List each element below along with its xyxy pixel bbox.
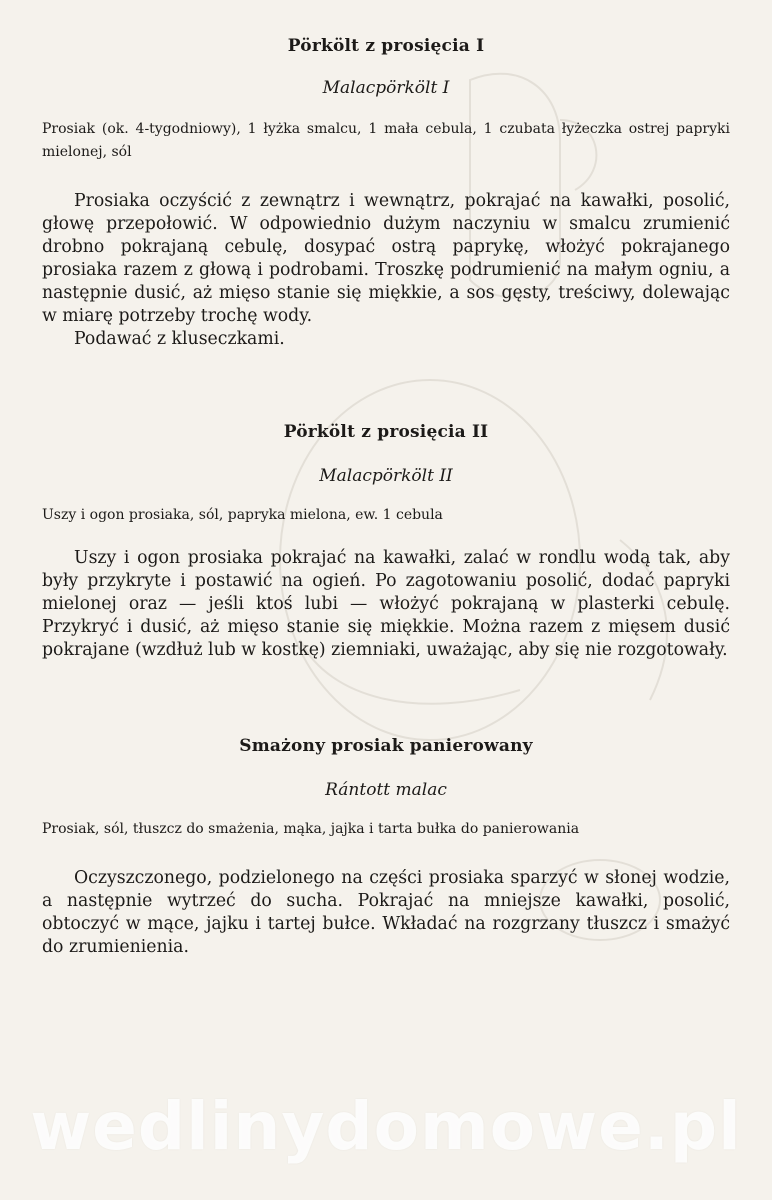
ingredients-list: Uszy i ogon prosiaka, sól, papryka mielona, ew. 1 cebula	[42, 507, 443, 523]
recipe-3	[0, 736, 772, 959]
recipe-subtitle: Malacpörkölt II	[319, 466, 453, 486]
ingredients-list: Prosiak, sól, tłuszcz do smażenia, mąka, jajka i tarta bułka do panierowania	[42, 821, 580, 837]
serving-note: Podawać z kluseczkami.	[74, 329, 285, 349]
watermark-text: wedlinydomowe.pl	[30, 1088, 742, 1165]
instructions-paragraph: Prosiaka oczyścić z zewnątrz i wewnątrz, pokrajać na kawałki, posolić, głowę przepołowić. W odpowiednio dużym naczyniu w smalcu zrumienić drobno pokrajaną cebulę, dosypać ostrą paprykę, włożyć pokrajanego prosiaka razem z głową i podrobami. Troszkę podrumienić na małym ogniu, a następnie dusić, aż mięso stanie się miękkie, a sos gęsty, treściwy, dolewając w miarę potrzeby trochę wody.	[42, 191, 730, 326]
recipe-2	[0, 422, 772, 662]
recipe-subtitle: Malacpörkölt I	[322, 78, 450, 98]
recipe-title: Pörkölt z prosięcia II	[283, 422, 489, 442]
instructions-paragraph: Uszy i ogon prosiaka pokrajać na kawałki, zalać w rondlu wodą tak, aby były przykryte i postawić na ogień. Po zagotowaniu posolić, dodać papryki mielonej oraz — jeśli ktoś lubi — włożyć pokrajaną w plasterki cebulę. Przykryć i dusić, aż mięso stanie się miękkie. Można razem z mięsem dusić pokrajane (wzdłuż lub w kostkę) ziemniaki, uważając, aby się nie rozgotowały.	[42, 548, 730, 660]
recipe-title: Smażony prosiak panierowany	[239, 736, 533, 756]
recipe-subtitle: Rántott malac	[325, 780, 447, 800]
recipe-title: Pörkölt z prosięcia I	[287, 36, 485, 56]
recipe-1	[0, 36, 772, 351]
instructions-paragraph: Oczyszczonego, podzielonego na części prosiaka sparzyć w słonej wodzie, a następnie wytrzeć do sucha. Pokrajać na mniejsze kawałki, posolić, obtoczyć w mące, jajku i tartej bułce. Wkładać na rozgrzany tłuszcz i smażyć do zrumienienia.	[42, 868, 730, 957]
ingredients-list: Prosiak (ok. 4-tygodniowy), 1 łyżka smalcu, 1 mała cebula, 1 czubata łyżeczka ostrej papryki mielonej, sól	[42, 121, 730, 160]
